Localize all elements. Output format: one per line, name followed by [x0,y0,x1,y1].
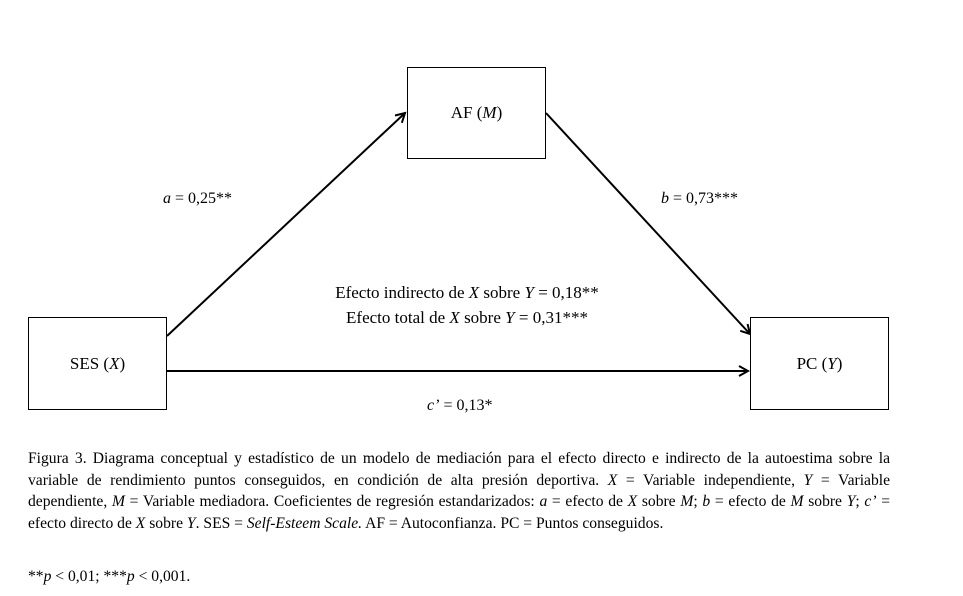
path-c-prime-label: c’ = 0,13* [427,397,493,414]
path-b-label: b = 0,73*** [661,190,739,207]
path-a-label: a = 0,25** [163,190,233,207]
node-af-mediator [407,67,546,159]
node-ses-label: SES (X) [69,353,126,373]
node-pc-label: PC (Y) [796,353,843,373]
node-af-label: AF (M) [450,103,503,122]
node-pc-outcome [750,317,889,410]
indirect-effect-text: Efecto indirecto de X sobre Y = 0,18** [335,283,599,302]
node-ses-predictor [28,317,167,410]
total-effect-text: Efecto total de X sobre Y = 0,31*** [346,308,588,327]
figure-caption: Figura 3. Diagrama conceptual y estadístico de un modelo de mediación para el efecto directo e indirecto de la autoestima sobre la variable de rendimiento puntos conseguidos, en condición de alta presión deportiva. X = Variable independiente, Y = Variable dependiente, M = Variable mediadora. Coeficientes de regresión estandarizados: a = efecto de X sobre M; b = efecto de M sobre Y; c’ = efecto directo de X sobre Y. SES = Self-Esteem Scale. AF = Autoconfianza. PC = Puntos conseguidos. [28,450,891,532]
significance-note: **p < 0,01; ***p < 0,001. [28,568,191,585]
